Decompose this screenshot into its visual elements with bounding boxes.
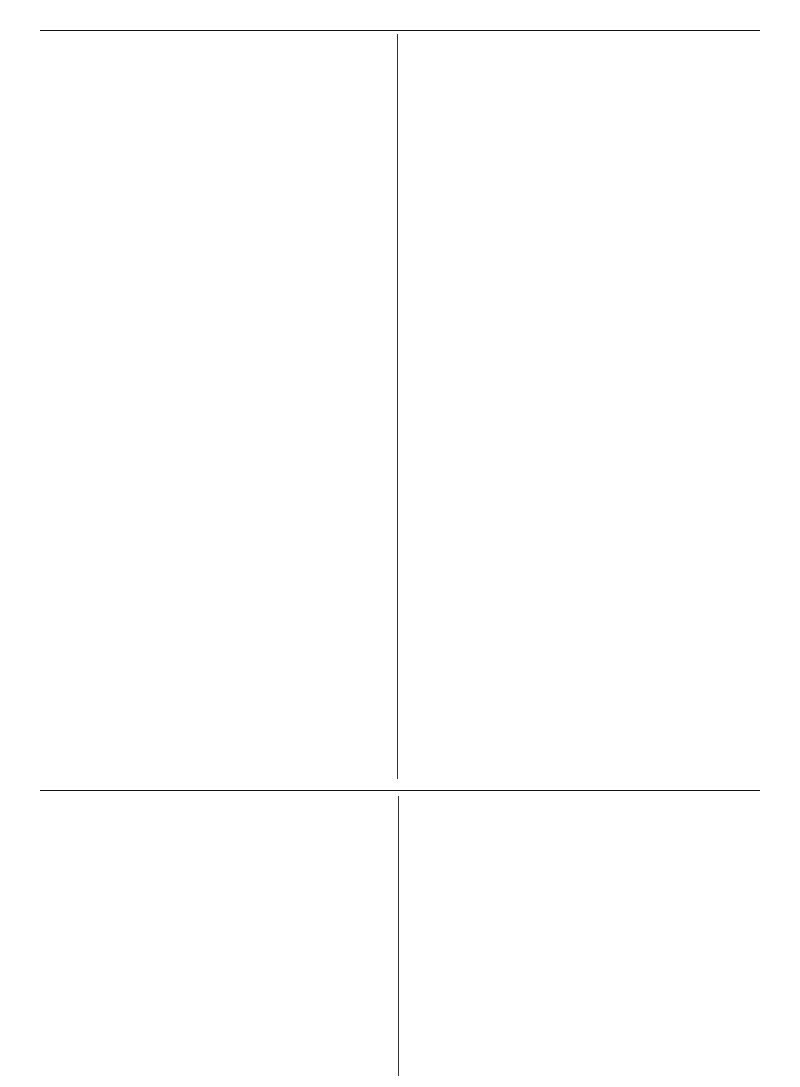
page-header [40,8,760,28]
bottom-column-divider [398,796,399,1076]
section-rule [40,790,760,791]
column-divider [397,34,398,779]
bottom-right-column [405,796,763,1078]
right-column [402,34,754,779]
bottom-left-column [40,796,392,1078]
left-column [48,34,393,779]
header-rule [40,30,760,31]
